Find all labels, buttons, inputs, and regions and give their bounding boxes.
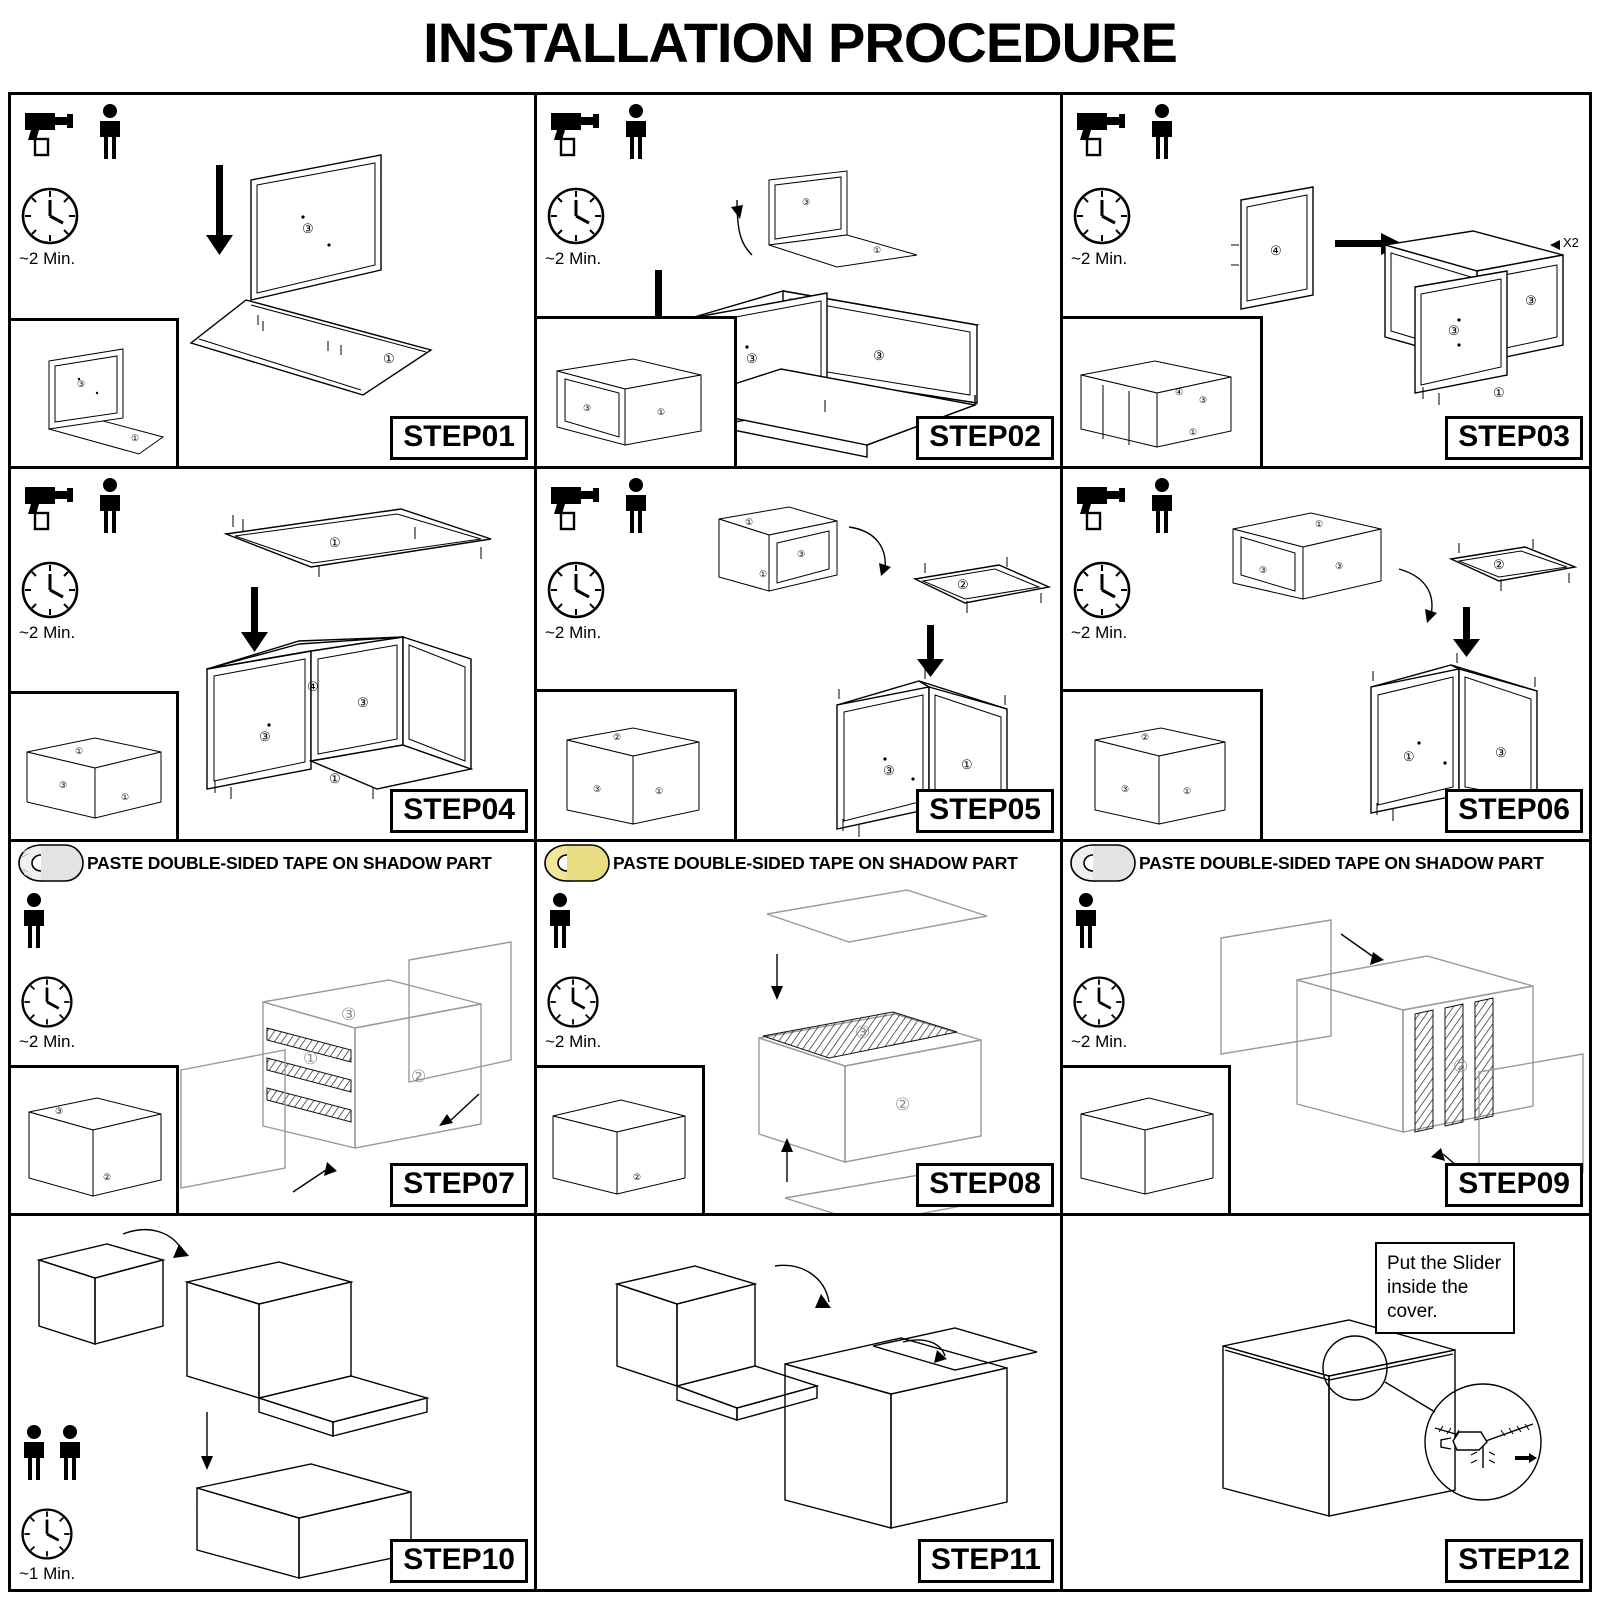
clock-icon [1071, 559, 1133, 621]
tool-row [19, 892, 151, 958]
drill-icon [545, 103, 607, 161]
step-badge-step03: STEP03 [1445, 416, 1583, 460]
time-label: ~1 Min. [19, 1563, 76, 1583]
svg-text:①: ① [303, 1049, 319, 1068]
thumbnail-art [11, 321, 179, 469]
svg-text:①: ① [873, 245, 882, 255]
time-row [19, 974, 151, 1051]
svg-text:①: ① [745, 516, 754, 527]
step-badge-step05: STEP05 [916, 789, 1054, 833]
svg-text:①: ① [121, 792, 130, 802]
svg-text:③: ③ [797, 548, 806, 559]
step-cell-step08 [537, 842, 1063, 1216]
tool-column [545, 103, 677, 268]
tape-header [11, 842, 534, 884]
drill-icon [1071, 103, 1133, 161]
step07-result-thumbnail [11, 1065, 179, 1213]
time-row [545, 974, 677, 1051]
page-title: INSTALLATION PROCEDURE [423, 11, 1177, 74]
svg-text:②: ② [411, 1067, 427, 1086]
person-icon [1147, 477, 1177, 535]
thumbnail-art [537, 1068, 705, 1216]
svg-text:②: ② [957, 576, 969, 592]
thumbnail-art [537, 692, 737, 842]
svg-text:①: ① [1315, 518, 1324, 529]
time-label: ~2 Min. [545, 249, 602, 268]
svg-text:①: ① [329, 770, 341, 786]
person-icon [55, 1424, 85, 1482]
tape-header-label: PASTE DOUBLE-SIDED TAPE ON SHADOW PART [87, 852, 492, 873]
svg-text:③: ③ [746, 351, 758, 366]
svg-text:③: ③ [77, 378, 86, 389]
svg-text:④: ④ [307, 678, 319, 694]
svg-text:③: ③ [302, 221, 314, 236]
time-row [1071, 974, 1203, 1051]
tape-header-label: PASTE DOUBLE-SIDED TAPE ON SHADOW PART [613, 852, 1018, 873]
svg-text:③: ③ [1495, 744, 1507, 760]
thumbnail-art [537, 319, 737, 469]
step-cell-step09 [1063, 842, 1589, 1216]
clock-icon [19, 974, 75, 1030]
tool-column [545, 892, 677, 1051]
tool-column [19, 477, 151, 642]
svg-text:X2: X2 [1563, 235, 1579, 250]
step05-result-thumbnail [537, 689, 737, 839]
tool-column [19, 892, 151, 1051]
step-cell-step11 [537, 1216, 1063, 1590]
person-icon [95, 103, 125, 161]
step-cell-step02 [537, 95, 1063, 469]
clock-icon [545, 559, 607, 621]
person-icon [95, 477, 125, 535]
time-row [19, 185, 151, 268]
svg-text:①: ① [1493, 385, 1505, 400]
drill-icon [19, 103, 81, 161]
tool-row [1071, 103, 1203, 169]
svg-text:③: ③ [1525, 293, 1537, 308]
svg-text:①: ① [1183, 786, 1192, 796]
drill-icon [19, 477, 81, 535]
clock-icon [545, 185, 607, 247]
svg-text:③: ③ [855, 1023, 871, 1042]
tool-row [545, 103, 677, 169]
time-row [545, 185, 677, 268]
time-row [1071, 185, 1203, 268]
step-badge-step02: STEP02 [916, 416, 1054, 460]
time-label: ~2 Min. [1071, 1032, 1128, 1051]
step-badge-step08: STEP08 [916, 1163, 1054, 1207]
svg-text:②: ② [1453, 1057, 1469, 1076]
tape-header-label: PASTE DOUBLE-SIDED TAPE ON SHADOW PART [1139, 852, 1544, 873]
thumbnail-art [11, 1068, 179, 1216]
svg-text:③: ③ [1199, 394, 1208, 405]
svg-text:①: ① [657, 406, 666, 417]
tool-column [1071, 477, 1203, 642]
step-badge-step12: STEP12 [1445, 1539, 1583, 1583]
step02-result-thumbnail [537, 316, 737, 466]
tool-column [545, 477, 677, 642]
thumbnail-art [1063, 319, 1263, 469]
person-icon [545, 892, 575, 950]
tool-row [1071, 477, 1203, 543]
step-cell-step10 [11, 1216, 537, 1590]
time-label: ~2 Min. [1071, 249, 1128, 268]
svg-text:②: ② [613, 732, 622, 742]
step-cell-step04 [11, 469, 537, 843]
svg-text:②: ② [895, 1095, 911, 1114]
step-cell-step12 [1063, 1216, 1589, 1590]
svg-text:③: ③ [883, 762, 895, 778]
time-row [1071, 559, 1203, 642]
svg-text:③: ③ [802, 197, 811, 207]
tool-column [1071, 103, 1203, 268]
tool-row [19, 477, 151, 543]
tool-row [545, 892, 677, 958]
person-icon [19, 1424, 49, 1482]
tool-row [1071, 892, 1203, 958]
svg-text:①: ① [655, 786, 664, 796]
time-label: ~2 Min. [545, 622, 602, 642]
tape-roll-icon [541, 843, 607, 883]
svg-text:③: ③ [341, 1005, 357, 1024]
svg-text:③: ③ [1448, 323, 1460, 338]
svg-text:③: ③ [59, 780, 68, 790]
svg-text:②: ② [1493, 556, 1505, 572]
svg-text:④: ④ [1175, 386, 1184, 397]
tape-header [537, 842, 1060, 884]
person-icon [19, 892, 49, 950]
svg-text:①: ① [961, 756, 973, 772]
svg-text:②: ② [103, 1171, 112, 1182]
people-row [19, 1424, 151, 1490]
thumbnail-art [11, 694, 179, 842]
svg-text:③: ③ [1259, 564, 1268, 575]
step08-result-thumbnail [537, 1065, 705, 1213]
clock-icon [19, 1506, 75, 1562]
step-cell-step06 [1063, 469, 1589, 843]
person-icon [621, 477, 651, 535]
tape-roll-icon [1067, 843, 1133, 883]
step-badge-step01: STEP01 [390, 416, 528, 460]
step-badge-step10: STEP10 [390, 1539, 528, 1583]
step-cell-step07 [11, 842, 537, 1216]
time-row [19, 559, 151, 642]
clock-icon [1071, 185, 1133, 247]
time-row [19, 1506, 151, 1583]
svg-text:②: ② [633, 1171, 642, 1182]
step-badge-step04: STEP04 [390, 789, 528, 833]
person-icon [621, 103, 651, 161]
svg-text:③: ③ [593, 784, 602, 794]
drill-icon [1071, 477, 1133, 535]
time-label: ~2 Min. [19, 622, 76, 642]
step03-result-thumbnail [1063, 316, 1263, 466]
clock-icon [19, 185, 81, 247]
thumbnail-art [1063, 1068, 1231, 1216]
svg-text:③: ③ [583, 402, 592, 413]
svg-text:③: ③ [1121, 784, 1130, 794]
clock-icon [19, 559, 81, 621]
svg-text:③: ③ [55, 1105, 64, 1116]
person-icon [1071, 892, 1101, 950]
slider-note: Put the Slider inside the cover. [1375, 1242, 1515, 1334]
step04-result-thumbnail [11, 691, 179, 839]
time-label: ~2 Min. [19, 1032, 76, 1051]
svg-text:④: ④ [1270, 243, 1282, 258]
svg-text:②: ② [1141, 732, 1150, 742]
step-cell-step05 [537, 469, 1063, 843]
tape-header [1063, 842, 1589, 884]
time-label: ~2 Min. [19, 249, 76, 268]
step06-result-thumbnail [1063, 689, 1263, 839]
person-icon [1147, 103, 1177, 161]
step-badge-step11: STEP11 [918, 1539, 1054, 1583]
thumbnail-art [1063, 692, 1263, 842]
step-badge-step06: STEP06 [1445, 789, 1583, 833]
time-label: ~2 Min. [545, 1032, 602, 1051]
step09-result-thumbnail [1063, 1065, 1231, 1213]
svg-text:①: ① [759, 568, 768, 579]
step-badge-step09: STEP09 [1445, 1163, 1583, 1207]
step-cell-step01 [11, 95, 537, 469]
tape-roll-icon [15, 843, 81, 883]
tool-column [19, 103, 151, 268]
svg-text:①: ① [329, 534, 341, 550]
clock-icon [1071, 974, 1127, 1030]
tool-column [1071, 892, 1203, 1051]
step01-result-thumbnail [11, 318, 179, 466]
svg-text:①: ① [75, 746, 84, 756]
step-badge-step07: STEP07 [390, 1163, 528, 1207]
step11-illustration [537, 1216, 1063, 1590]
svg-text:③: ③ [259, 728, 271, 744]
clock-icon [545, 974, 601, 1030]
svg-text:①: ① [1189, 426, 1198, 437]
drill-icon [545, 477, 607, 535]
steps-grid [8, 92, 1592, 1592]
tool-row [545, 477, 677, 543]
tool-row [19, 103, 151, 169]
tool-column [19, 1424, 151, 1583]
svg-text:③: ③ [1335, 560, 1344, 571]
time-label: ~2 Min. [1071, 622, 1128, 642]
step-cell-step03 [1063, 95, 1589, 469]
svg-text:③: ③ [873, 348, 885, 363]
svg-text:①: ① [1403, 748, 1415, 764]
svg-text:③: ③ [357, 694, 369, 710]
time-row [545, 559, 677, 642]
svg-text:①: ① [383, 351, 395, 366]
svg-text:①: ① [131, 432, 140, 443]
